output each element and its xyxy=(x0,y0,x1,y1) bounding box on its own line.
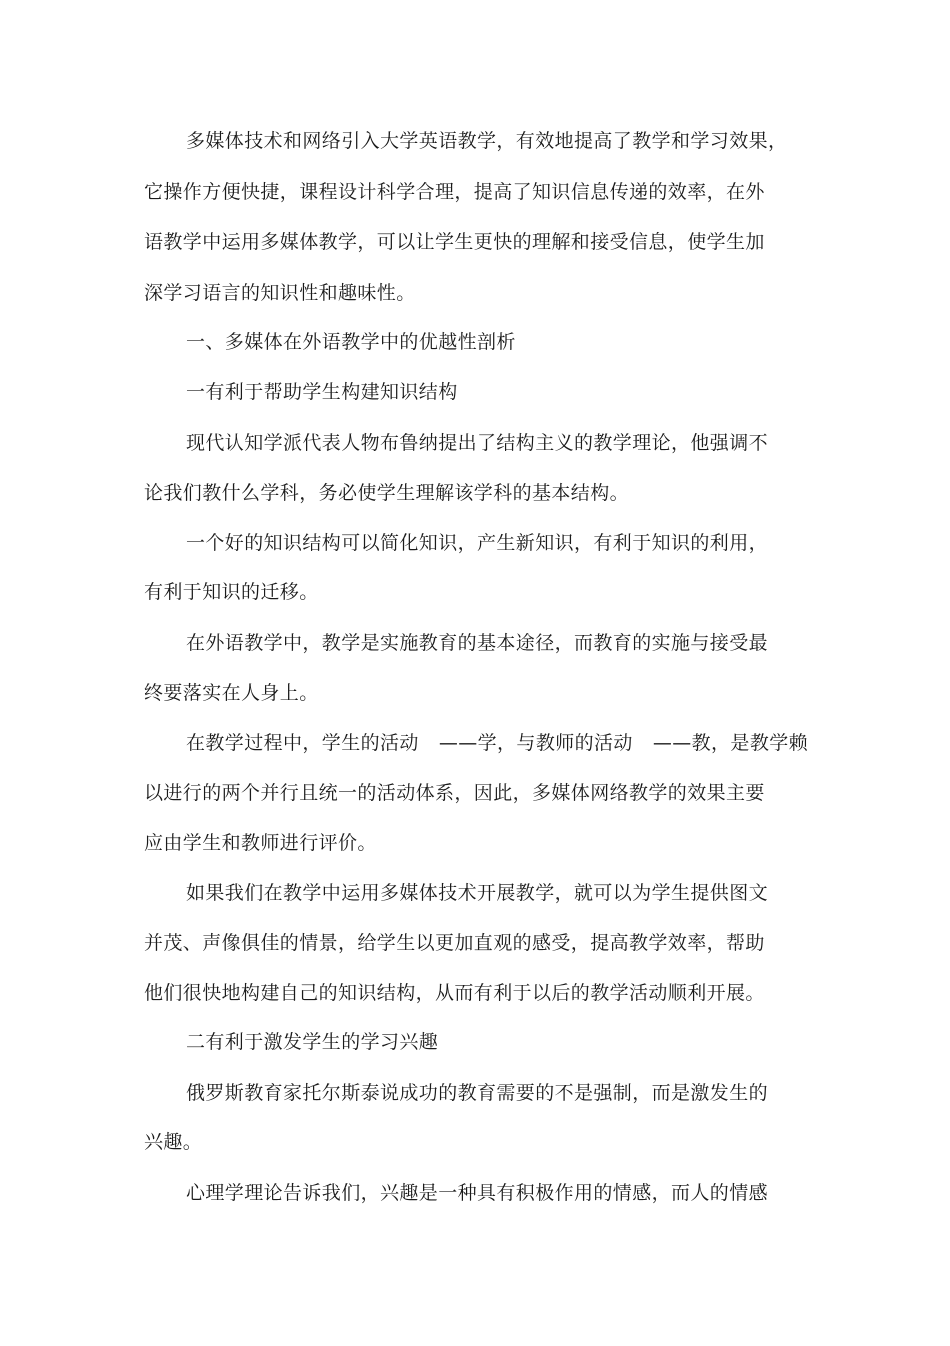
paragraph-line: 心理学理论告诉我们，兴趣是一种具有积极作用的情感，而人的情感 xyxy=(186,1182,769,1204)
paragraph-line: 如果我们在教学中运用多媒体技术开展教学，就可以为学生提供图文 xyxy=(186,882,769,904)
subsection-heading: 一有利于帮助学生构建知识结构 xyxy=(186,381,458,403)
paragraph-line: 多媒体技术和网络引入大学英语教学，有效地提高了教学和学习效果， xyxy=(186,130,788,152)
line-segment: 在教学过程中，学生的活动 xyxy=(186,732,419,754)
paragraph-line: 他们很快地构建自己的知识结构，从而有利于以后的教学活动顺利开展。 xyxy=(144,982,765,1004)
paragraph-line: 它操作方便快捷，课程设计科学合理，提高了知识信息传递的效率，在外 xyxy=(144,181,765,203)
paragraph-line: 现代认知学派代表人物布鲁纳提出了结构主义的教学理论，他强调不 xyxy=(186,432,769,454)
paragraph-line: 终要落实在人身上。 xyxy=(144,682,319,704)
paragraph-line: 并茂、声像俱佳的情景，给学生以更加直观的感受，提高教学效率，帮助 xyxy=(144,932,765,954)
line-segment: ——学，与教师的活动 xyxy=(438,732,633,754)
paragraph-line: 以进行的两个并行且统一的活动体系，因此，多媒体网络教学的效果主要 xyxy=(144,782,765,804)
paragraph-line: 有利于知识的迁移。 xyxy=(144,581,319,603)
paragraph-line xyxy=(186,731,808,755)
paragraph-line: 俄罗斯教育家托尔斯泰说成功的教育需要的不是强制，而是激发生的 xyxy=(186,1082,769,1104)
paragraph-line: 在外语教学中，教学是实施教育的基本途径，而教育的实施与接受最 xyxy=(186,632,769,654)
paragraph-line: 深学习语言的知识性和趣味性。 xyxy=(144,282,416,304)
section-heading: 一、多媒体在外语教学中的优越性剖析 xyxy=(186,331,516,353)
paragraph-line: 一个好的知识结构可以简化知识，产生新知识，有利于知识的利用， xyxy=(186,532,769,554)
paragraph-line: 兴趣。 xyxy=(144,1131,203,1153)
line-segment: ——教，是教学赖 xyxy=(652,732,809,754)
paragraph-line: 语教学中运用多媒体教学，可以让学生更快的理解和接受信息，使学生加 xyxy=(144,231,765,253)
paragraph-line: 论我们教什么学科，务必使学生理解该学科的基本结构。 xyxy=(144,482,630,504)
subsection-heading: 二有利于激发学生的学习兴趣 xyxy=(186,1031,439,1053)
paragraph-line: 应由学生和教师进行评价。 xyxy=(144,832,377,854)
